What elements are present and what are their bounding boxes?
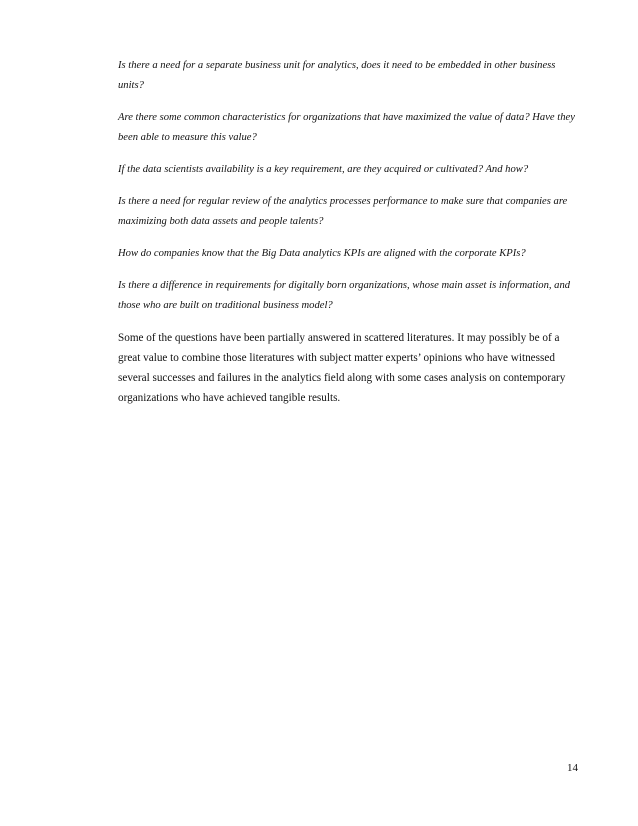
question-paragraph: How do companies know that the Big Data analytics KPIs are aligned with the corporate KPIs? xyxy=(118,248,526,259)
page-content xyxy=(118,56,580,408)
page-number: 14 xyxy=(567,762,578,774)
body-paragraph: Some of the questions have been partially answered in scattered literatures. It may possibly be of a great value to combine those literatures with subject matter experts’ opinions who have witnessed several successes and failures in the analytics field along with some cases analysis on contemporary organizations who have achieved tangible results. xyxy=(118,332,566,404)
question-paragraph: Are there some common characteristics for organizations that have maximized the value of data? Have they been able to measure this value? xyxy=(118,112,575,143)
question-paragraph: Is there a need for regular review of the analytics processes performance to make sure that companies are maximizing both data assets and people talents? xyxy=(118,196,568,227)
question-paragraph: Is there a need for a separate business unit for analytics, does it need to be embedded in other business units? xyxy=(118,60,556,91)
question-paragraph: If the data scientists availability is a key requirement, are they acquired or cultivated? And how? xyxy=(118,164,529,175)
question-paragraph: Is there a difference in requirements for digitally born organizations, whose main asset is information, and those who are built on traditional business model? xyxy=(118,280,571,311)
